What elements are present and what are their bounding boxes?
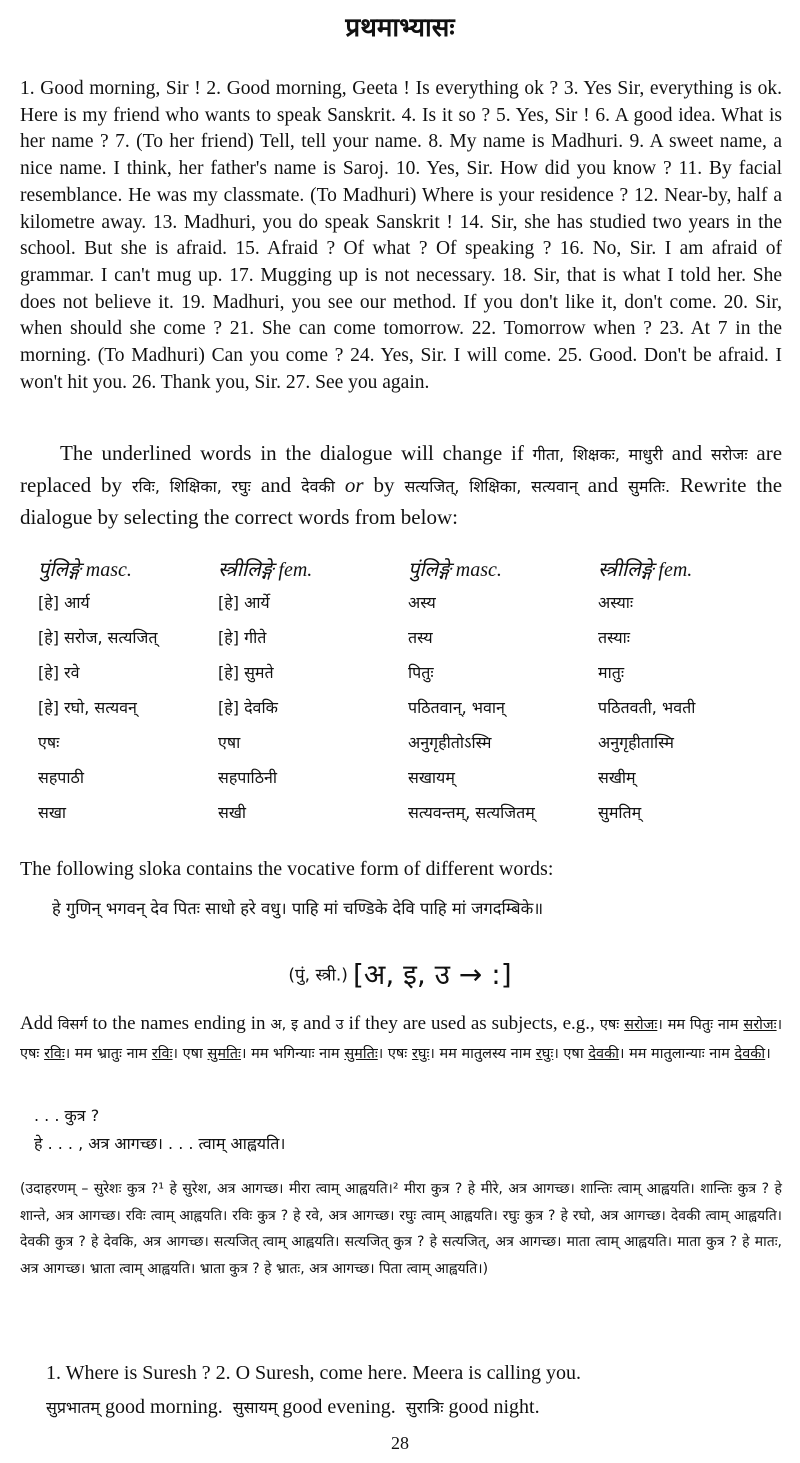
table-row <box>38 619 778 654</box>
table-row <box>38 794 778 829</box>
page-title: प्रथमाभ्यासः <box>345 13 455 43</box>
instruction-paragraph <box>20 438 782 533</box>
add-visarga-paragraph <box>20 1010 782 1068</box>
greeting-dev: सुसायम् <box>232 1398 278 1417</box>
visarga-rule <box>0 955 800 993</box>
table-cell: [हे] सरोज, सत्यजित् <box>38 627 158 647</box>
table-cell: अस्याः <box>598 592 634 612</box>
table-row <box>38 654 778 689</box>
rule-formula: [अ, इ, उ → :] <box>353 958 512 991</box>
header-fem-1: स्त्रीलिङ्गे fem. <box>218 558 313 581</box>
table-cell: [हे] गीते <box>218 627 267 647</box>
table-cell: सखीम् <box>598 767 636 787</box>
table-cell: [हे] रघो, सत्यवन् <box>38 697 137 717</box>
table-cell: पठितवती, भवती <box>598 697 696 717</box>
page-number: 28 <box>391 1433 409 1453</box>
header-fem-2: स्त्रीलिङ्गे fem. <box>598 558 693 581</box>
header-masc-2: पुंलिङ्गे masc. <box>408 558 502 581</box>
table-cell: तस्याः <box>598 627 631 647</box>
table-cell: [हे] आर्ये <box>218 592 270 612</box>
table-cell: सहपाठिनी <box>218 767 278 787</box>
example-paragraph <box>20 1176 782 1282</box>
translation-block <box>46 1356 786 1425</box>
table-cell: मातुः <box>598 662 625 682</box>
table-cell: सखायम् <box>408 767 455 787</box>
table-cell: एषः <box>38 732 60 752</box>
table-cell: [हे] रवे <box>38 662 80 682</box>
table-row <box>38 584 778 619</box>
instruction-text: The underlined words in the dialogue will change if गीता, शिक्षकः, माधुरी and सरोजः are replaced by रविः, शिक्षिका, रघुः and देवकी or by सत्यजित्, शिक्षिका, सत्यवान् and सुमतिः. Rewrite the dialogue by selecting the correct words from below: <box>20 441 783 529</box>
word-table <box>38 552 778 829</box>
drill-lines <box>34 1102 774 1158</box>
example-text: (उदाहरणम् – सुरेशः कुत्र ?¹ हे सुरेश, अत्र आगच्छ। मीरा त्वाम् आह्वयति।² मीरा कुत्र ? हे मीरे, अत्र आगच्छ। शान्तिः त्वाम् आह्वयति। शान्तिः कुत्र ? हे शान्ते, अत्र आगच्छ। रविः त्वाम् आह्वयति। रविः कुत्र ? हे रवे, अत्र आगच्छ। रघुः त्वाम् आह्वयति। रघुः कुत्र ? हे रघो, अत्र आगच्छ। देवकी त्वाम् आह्वयति। देवकी कुत्र ? हे देवकि, अत्र आगच्छ। सत्यजित् त्वाम् आह्वयति। सत्यजित् कुत्र ? हे सत्यजित्, अत्र आगच्छ। माता त्वाम् आह्वयति। माता कुत्र ? हे मातः, अत्र आगच्छ। भ्राता त्वाम् आह्वयति। भ्राता कुत्र ? हे भ्रातः, अत्र आगच्छ। पिता त्वाम् आह्वयति।) <box>20 1181 782 1277</box>
sloka-intro: The following sloka contains the vocative form of different words: <box>20 858 554 880</box>
table-row <box>38 724 778 759</box>
table-cell: [हे] देवकि <box>218 697 278 717</box>
greeting-en: good evening. <box>282 1396 396 1418</box>
greetings-line <box>46 1390 786 1425</box>
translation-line: 1. Where is Suresh ? 2. O Suresh, come here. Meera is calling you. <box>46 1362 582 1384</box>
header-masc-1: पुंलिङ्गे masc. <box>38 558 132 581</box>
word-table-header <box>38 552 778 584</box>
table-cell: [हे] आर्य <box>38 592 90 612</box>
table-cell: सुमतिम् <box>598 802 642 822</box>
dialogue-paragraph <box>20 76 782 396</box>
greeting-dev: सुरात्रिः <box>405 1398 444 1417</box>
table-cell: अनुगृहीतास्मि <box>598 732 674 752</box>
sloka-verse: हे गुणिन् भगवन् देव पितः साधो हरे वधु। पाहि मां चण्डिके देवि पाहि मां जगदम्बिके॥ <box>52 899 544 918</box>
rule-gender: (पुं, स्त्री.) <box>288 965 348 986</box>
greeting-en: good morning. <box>105 1396 223 1418</box>
add-visarga-text: Add विसर्ग to the names ending in अ, इ and उ if they are used as subjects, e.g., एषः सरोजः। मम पितुः नाम सरोजः। एषः रविः। मम भ्रातुः नाम रविः। एषा सुमतिः। मम भगिन्याः नाम सुमतिः। एषः रघुः। मम मातुलस्य नाम रघुः। एषा देवकी। मम मातुलान्याः नाम देवकी। <box>20 1013 783 1062</box>
table-cell: [हे] सुमते <box>218 662 274 682</box>
greeting-en: good night. <box>448 1396 540 1418</box>
table-cell: एषा <box>218 732 241 752</box>
table-cell: सहपाठी <box>38 767 84 787</box>
table-cell: पितुः <box>408 662 434 682</box>
table-row <box>38 759 778 794</box>
table-cell: अस्य <box>408 592 436 612</box>
drill-line-1: . . . कुत्र ? <box>34 1106 100 1125</box>
table-row <box>38 689 778 724</box>
table-cell: सखा <box>38 802 67 822</box>
table-cell: अनुगृहीतोऽस्मि <box>408 732 492 752</box>
table-cell: पठितवान्, भवान् <box>408 697 505 717</box>
greeting-dev: सुप्रभातम् <box>46 1398 101 1417</box>
drill-line-2: हे . . . , अत्र आगच्छ। . . . त्वाम् आह्वयति। <box>34 1134 286 1153</box>
dialogue-text: 1. Good morning, Sir ! 2. Good morning, Geeta ! Is everything ok ? 3. Yes Sir, everything is ok. Here is my friend who wants to speak Sanskrit. 4. Is it so ? 5. Yes, Sir ! 6. A good idea. What is her name ? 7. (To her friend) Tell, tell your name. 8. My name is Madhuri. 9. A sweet name, a nice name. I think, her father's name is Saroj. 10. Yes, Sir. How did you know ? 11. By facial resemblance. He was my classmate. (To Madhuri) Where is your residence ? 12. Near-by, half a kilometre away. 13. Madhuri, you do speak Sanskrit ! 14. Sir, she has studied two years in the school. But she is afraid. 15. Afraid ? Of what ? Of speaking ? 16. No, Sir. I am afraid of grammar. I can't mug up. 17. Mugging up is not necessary. 18. Sir, that is what I told her. She does not believe it. 19. Madhuri, you see our method. If you don't like it, don't come. 20. Sir, when should she come ? 21. She can come tomorrow. 22. Tomorrow when ? 23. At 7 in the morning. (To Madhuri) Can you come ? 24. Yes, Sir. I will come. 25. Good. Don't be afraid. I won't hit you. 26. Thank you, Sir. 27. See you again. <box>20 78 782 393</box>
table-cell: सखी <box>218 802 247 822</box>
table-cell: तस्य <box>408 627 433 647</box>
table-cell: सत्यवन्तम्, सत्यजितम् <box>408 802 535 822</box>
